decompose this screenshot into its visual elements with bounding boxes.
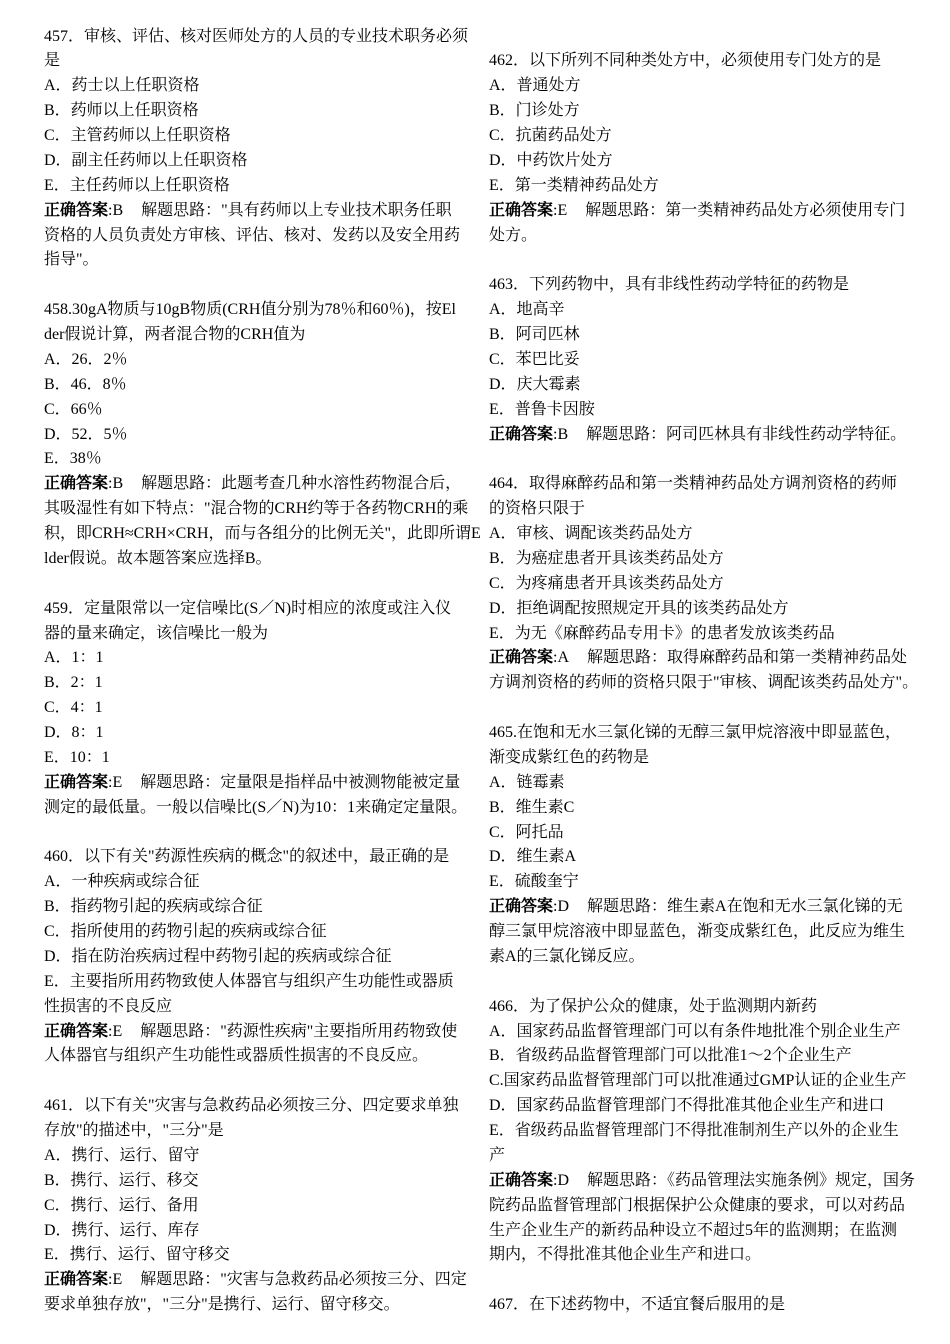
option-c: C．指所使用的药物引起的疾病或综合征 bbox=[44, 923, 327, 940]
question-466 bbox=[489, 995, 929, 1269]
answer-explanation: 解题思路："药源性疾病"主要指所用药物致使 bbox=[140, 1022, 458, 1040]
answer-label: 正确答案 bbox=[44, 1271, 109, 1289]
option-e: E．主任药师以上任职资格 bbox=[44, 176, 230, 194]
answer-explanation: 解题思路："灾害与急救药品必须按三分、四定 bbox=[140, 1271, 467, 1289]
right-column bbox=[489, 49, 929, 1318]
question-463 bbox=[489, 273, 929, 447]
question-464 bbox=[489, 472, 929, 696]
answer-line bbox=[489, 423, 929, 448]
answer-line bbox=[44, 771, 484, 796]
question-stem: 459．定量限常以一定信噪比(S／N)时相应的浓度或注入仪 bbox=[44, 599, 452, 617]
question-stem: 是 bbox=[44, 52, 61, 70]
answer-explanation: 解题思路：定量限是指样品中被测物能被定量 bbox=[140, 773, 461, 791]
question-467 bbox=[489, 1293, 929, 1318]
answer-line bbox=[489, 646, 929, 671]
answer-explanation: 要求单独存放"，"三分"是携行、运行、留守移交。 bbox=[44, 1296, 400, 1314]
answer-line bbox=[44, 1020, 484, 1045]
answer-key: :D bbox=[553, 898, 570, 916]
answer-label: 正确答案 bbox=[489, 1171, 554, 1189]
option-b: B．2：1 bbox=[44, 674, 103, 692]
option-d: D．8：1 bbox=[44, 724, 104, 741]
question-stem: 器的量来确定，该信噪比一般为 bbox=[44, 624, 269, 642]
option-d: D．拒绝调配按照规定开具的该类药品处方 bbox=[489, 599, 789, 617]
option-e: E．携行、运行、留守移交 bbox=[44, 1246, 230, 1264]
answer-key: :D bbox=[553, 1171, 570, 1189]
option-c: C．苯巴比妥 bbox=[489, 350, 580, 368]
option-d: D．中药饮片处方 bbox=[489, 151, 613, 169]
option-a: A．携行、运行、留守 bbox=[44, 1146, 200, 1164]
option-c: C．阿托品 bbox=[489, 823, 564, 841]
question-460 bbox=[44, 845, 484, 1069]
answer-explanation: 院药品监督管理部门根据保护公众健康的要求，可以对药品 bbox=[489, 1196, 906, 1214]
option-a: A．审核、调配该类药品处方 bbox=[489, 525, 693, 543]
answer-key: :B bbox=[553, 425, 569, 443]
option-d: D．国家药品监督管理部门不得批准其他企业生产和进口 bbox=[489, 1097, 885, 1115]
option-c: C．66％ bbox=[44, 400, 103, 418]
option-b: B．指药物引起的疾病或综合征 bbox=[44, 898, 263, 916]
question-461 bbox=[44, 1094, 484, 1318]
answer-explanation: 其吸湿性有如下特点："混合物的CRH约等于各药物CRH的乘 bbox=[44, 500, 469, 518]
option-e: E．普鲁卡因胺 bbox=[489, 400, 595, 418]
question-stem: 458.30gA物质与10gB物质(CRH值分别为78％和60％)，按El bbox=[44, 301, 457, 319]
question-457 bbox=[44, 25, 484, 274]
option-d: D．维生素A bbox=[489, 848, 577, 866]
answer-key: :B bbox=[108, 475, 124, 493]
answer-line bbox=[44, 199, 484, 224]
answer-line bbox=[489, 199, 929, 224]
option-c: C．携行、运行、备用 bbox=[44, 1196, 199, 1214]
answer-explanation: 解题思路：阿司匹林具有非线性药动学特征。 bbox=[586, 425, 907, 443]
question-458 bbox=[44, 298, 484, 572]
question-stem: 462．以下所列不同种类处方中，必须使用专门处方的是 bbox=[489, 52, 882, 70]
option-b: B．省级药品监督管理部门可以批准1～2个企业生产 bbox=[489, 1047, 852, 1065]
answer-explanation: 解题思路：维生素A在饱和无水三氯化锑的无 bbox=[587, 898, 903, 916]
answer-explanation: 解题思路：取得麻醉药品和第一类精神药品处 bbox=[587, 649, 908, 667]
answer-key: :E bbox=[108, 773, 123, 791]
option-a: A．药士以上任职资格 bbox=[44, 77, 200, 95]
answer-label: 正确答案 bbox=[489, 425, 554, 443]
option-c: C．抗菌药品处方 bbox=[489, 127, 612, 145]
option-c: C．主管药师以上任职资格 bbox=[44, 127, 231, 144]
left-column bbox=[44, 25, 484, 1319]
option-e: E．省级药品监督管理部门不得批准制剂生产以外的企业生 bbox=[489, 1122, 899, 1140]
answer-key: :E bbox=[108, 1022, 123, 1040]
answer-explanation: 积，即CRH≈CRH×CRH，而与各组分的比例无关"，此即所谓E bbox=[44, 525, 481, 542]
question-stem: 的资格只限于 bbox=[489, 500, 586, 518]
question-stem: 渐变成紫红色的药物是 bbox=[489, 748, 650, 766]
option-d: D．52．5％ bbox=[44, 425, 128, 443]
question-stem: 457．审核、评估、核对医师处方的人员的专业技术职务必须 bbox=[44, 27, 469, 45]
answer-explanation: 生产企业生产的新药品种设立不超过5年的监测期；在监测 bbox=[489, 1221, 898, 1239]
option-e: E．第一类精神药品处方 bbox=[489, 176, 659, 194]
option-b: B．维生素C bbox=[489, 798, 575, 816]
answer-label: 正确答案 bbox=[44, 475, 109, 493]
option-e: E．为无《麻醉药品专用卡》的患者发放该类药品 bbox=[489, 624, 835, 642]
option-e-continued: 产 bbox=[489, 1146, 506, 1164]
option-e: E．10：1 bbox=[44, 748, 110, 766]
option-a: A．26．2％ bbox=[44, 350, 128, 368]
option-e: E．38％ bbox=[44, 450, 102, 468]
option-c: C．4：1 bbox=[44, 699, 103, 717]
answer-label: 正确答案 bbox=[489, 649, 554, 667]
answer-label: 正确答案 bbox=[44, 1022, 109, 1040]
answer-explanation: 解题思路："具有药师以上专业技术职务任职 bbox=[141, 201, 452, 219]
answer-key: :B bbox=[108, 201, 124, 219]
answer-label: 正确答案 bbox=[489, 201, 554, 219]
answer-explanation: 醇三氯甲烷溶液中即显蓝色，渐变成紫红色，此反应为维生 bbox=[489, 923, 906, 941]
answer-label: 正确答案 bbox=[489, 898, 554, 916]
answer-explanation: 方调剂资格的药师的资格只限于"审核、调配该类药品处方"。 bbox=[489, 674, 919, 692]
option-e: E．主要指所用药物致使人体器官与组织产生功能性或器质 bbox=[44, 972, 454, 990]
option-a: A．普通处方 bbox=[489, 77, 581, 95]
question-465 bbox=[489, 721, 929, 970]
option-d: D．副主任药师以上任职资格 bbox=[44, 151, 248, 169]
option-b: B．阿司匹林 bbox=[489, 326, 580, 344]
answer-label: 正确答案 bbox=[44, 773, 109, 791]
answer-line bbox=[489, 1169, 929, 1194]
option-b: B．为癌症患者开具该类药品处方 bbox=[489, 549, 724, 567]
question-stem: der假说计算，两者混合物的CRH值为 bbox=[44, 326, 306, 343]
option-c: C．为疼痛患者开具该类药品处方 bbox=[489, 574, 724, 592]
answer-key: :E bbox=[553, 201, 568, 219]
option-a: A．1：1 bbox=[44, 649, 104, 667]
option-b: B．携行、运行、移交 bbox=[44, 1171, 199, 1189]
answer-label: 正确答案 bbox=[44, 201, 109, 219]
question-stem: 460．以下有关"药源性疾病的概念"的叙述中，最正确的是 bbox=[44, 848, 450, 866]
option-e: E．硫酸奎宁 bbox=[489, 873, 579, 891]
answer-line bbox=[44, 472, 484, 497]
answer-key: :E bbox=[108, 1271, 123, 1289]
option-d: D．指在防治疾病过程中药物引起的疾病或综合征 bbox=[44, 947, 392, 965]
answer-line bbox=[44, 1268, 484, 1293]
option-b: B．46．8％ bbox=[44, 375, 127, 393]
answer-explanation: 指导"。 bbox=[44, 251, 99, 269]
answer-explanation: 测定的最低量。一般以信噪比(S／N)为10：1来确定定量限。 bbox=[44, 798, 468, 816]
question-462 bbox=[489, 49, 929, 248]
answer-explanation: 解题思路：第一类精神药品处方必须使用专门 bbox=[585, 201, 906, 219]
question-stem: 465.在饱和无水三氯化锑的无醇三氯甲烷溶液中即显蓝色， bbox=[489, 724, 902, 742]
option-a: A．一种疾病或综合征 bbox=[44, 873, 200, 891]
answer-explanation: 解题思路：《药品管理法实施条例》规定，国务 bbox=[587, 1171, 916, 1189]
question-stem: 467．在下述药物中，不适宜餐后服用的是 bbox=[489, 1296, 786, 1314]
option-d: D．携行、运行、库存 bbox=[44, 1221, 200, 1239]
option-c: C.国家药品监督管理部门可以批准通过GMP认证的企业生产 bbox=[489, 1072, 907, 1090]
question-stem: 463．下列药物中，具有非线性药动学特征的药物是 bbox=[489, 276, 850, 294]
option-a: A．链霉素 bbox=[489, 773, 565, 791]
answer-key: :A bbox=[553, 649, 570, 667]
answer-explanation: 处方。 bbox=[489, 226, 538, 244]
question-stem: 464．取得麻醉药品和第一类精神药品处方调剂资格的药师 bbox=[489, 475, 898, 493]
option-b: B．门诊处方 bbox=[489, 102, 580, 120]
option-a: A．国家药品监督管理部门可以有条件地批准个别企业生产 bbox=[489, 1022, 901, 1040]
answer-explanation: lder假说。故本题答案应选择B。 bbox=[44, 549, 272, 567]
question-459 bbox=[44, 597, 484, 821]
answer-explanation: 素A的三氯化锑反应。 bbox=[489, 947, 645, 965]
option-e-continued: 性损害的不良反应 bbox=[44, 997, 173, 1015]
option-a: A．地高辛 bbox=[489, 301, 565, 319]
option-b: B．药师以上任职资格 bbox=[44, 102, 199, 120]
answer-explanation: 解题思路：此题考查几种水溶性药物混合后， bbox=[141, 475, 462, 493]
question-stem: 存放"的描述中，"三分"是 bbox=[44, 1122, 224, 1139]
answer-explanation: 资格的人员负责处方审核、评估、核对、发药以及安全用药 bbox=[44, 226, 461, 244]
answer-explanation: 期内，不得批准其他企业生产和进口。 bbox=[489, 1246, 762, 1264]
answer-explanation: 人体器官与组织产生功能性或器质性损害的不良反应。 bbox=[44, 1047, 429, 1065]
question-stem: 466．为了保护公众的健康，处于监测期内新药 bbox=[489, 997, 818, 1015]
answer-line bbox=[489, 895, 929, 920]
question-stem: 461．以下有关"灾害与急救药品必须按三分、四定要求单独 bbox=[44, 1097, 459, 1115]
option-d: D．庆大霉素 bbox=[489, 375, 581, 393]
